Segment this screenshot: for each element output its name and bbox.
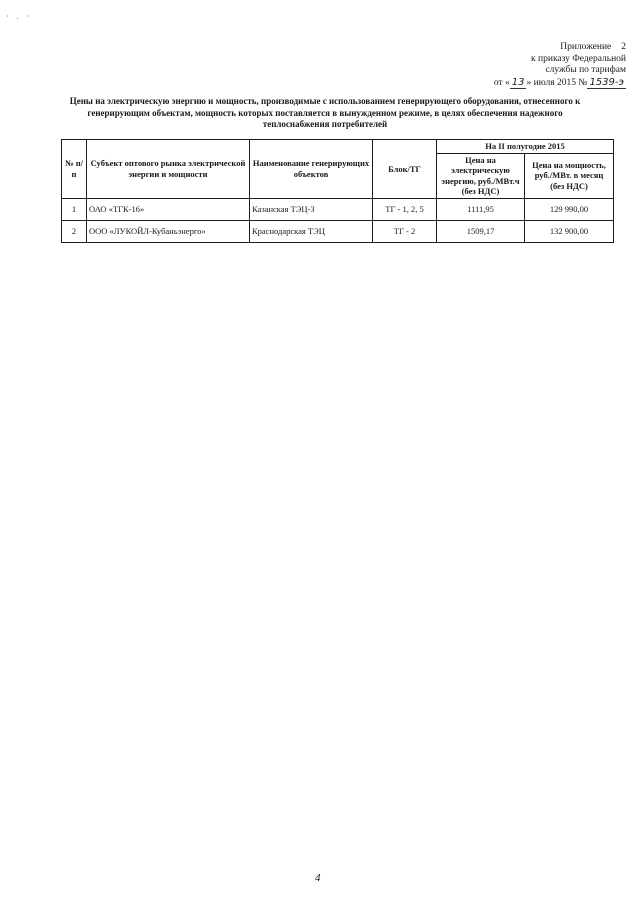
header-num: № п/п [62,140,87,199]
appendix-line-order: к приказу Федеральной [531,53,626,64]
appendix-date-line [406,77,626,90]
header-row-1 [62,140,614,154]
header-block: Блок/ТГ [373,140,437,199]
header-period: На II полугодие 2015 [437,140,614,154]
header-capacity-price: Цена на мощность, руб./МВт. в месяц (без НДС) [525,153,614,198]
appendix-label: Приложение [560,42,612,52]
row-energy-price: 1509,17 [437,220,525,242]
page-number: 4 [315,872,321,884]
table-row [62,220,614,242]
row-num: 1 [62,198,87,220]
appendix-header [406,42,626,89]
prices-table [61,139,614,243]
row-object: Краснодарская ТЭЦ [250,220,373,242]
scan-marks: · . · [6,12,33,21]
row-object: Казанская ТЭЦ-3 [250,198,373,220]
row-subject: ОАО «ТГК-16» [87,198,250,220]
date-suffix: » июля 2015 № [526,77,588,88]
order-number-handwritten: 1539-э [589,76,624,88]
row-num: 2 [62,220,87,242]
header-object: Наименование генерирующих объектов [250,140,373,199]
row-capacity-price: 132 900,00 [525,220,614,242]
row-subject: ООО «ЛУКОЙЛ-Кубаньэнерго» [87,220,250,242]
row-block: ТГ - 1, 2, 5 [373,198,437,220]
table-row [62,198,614,220]
row-energy-price: 1111,95 [437,198,525,220]
header-energy-price: Цена на электрическую энергию, руб./МВт.ч (без НДС) [437,153,525,198]
row-block: ТГ - 2 [373,220,437,242]
header-subject: Субъект оптового рынка электрической энергии и мощности [87,140,250,199]
row-capacity-price: 129 990,00 [525,198,614,220]
document-title: Цены на электрическую энергию и мощность, производимые с использованием генерирующего оборудования, отнесенного к генерирующим объектам, мощность которых поставляется в вынужденном режиме, в целях обеспечения надежного теплоснабжения потребителей [69,96,581,129]
date-prefix: от « [493,77,510,88]
appendix-number: 2 [621,42,626,52]
appendix-line-service: службы по тарифам [545,65,626,75]
date-day-handwritten: 13 [511,76,525,88]
